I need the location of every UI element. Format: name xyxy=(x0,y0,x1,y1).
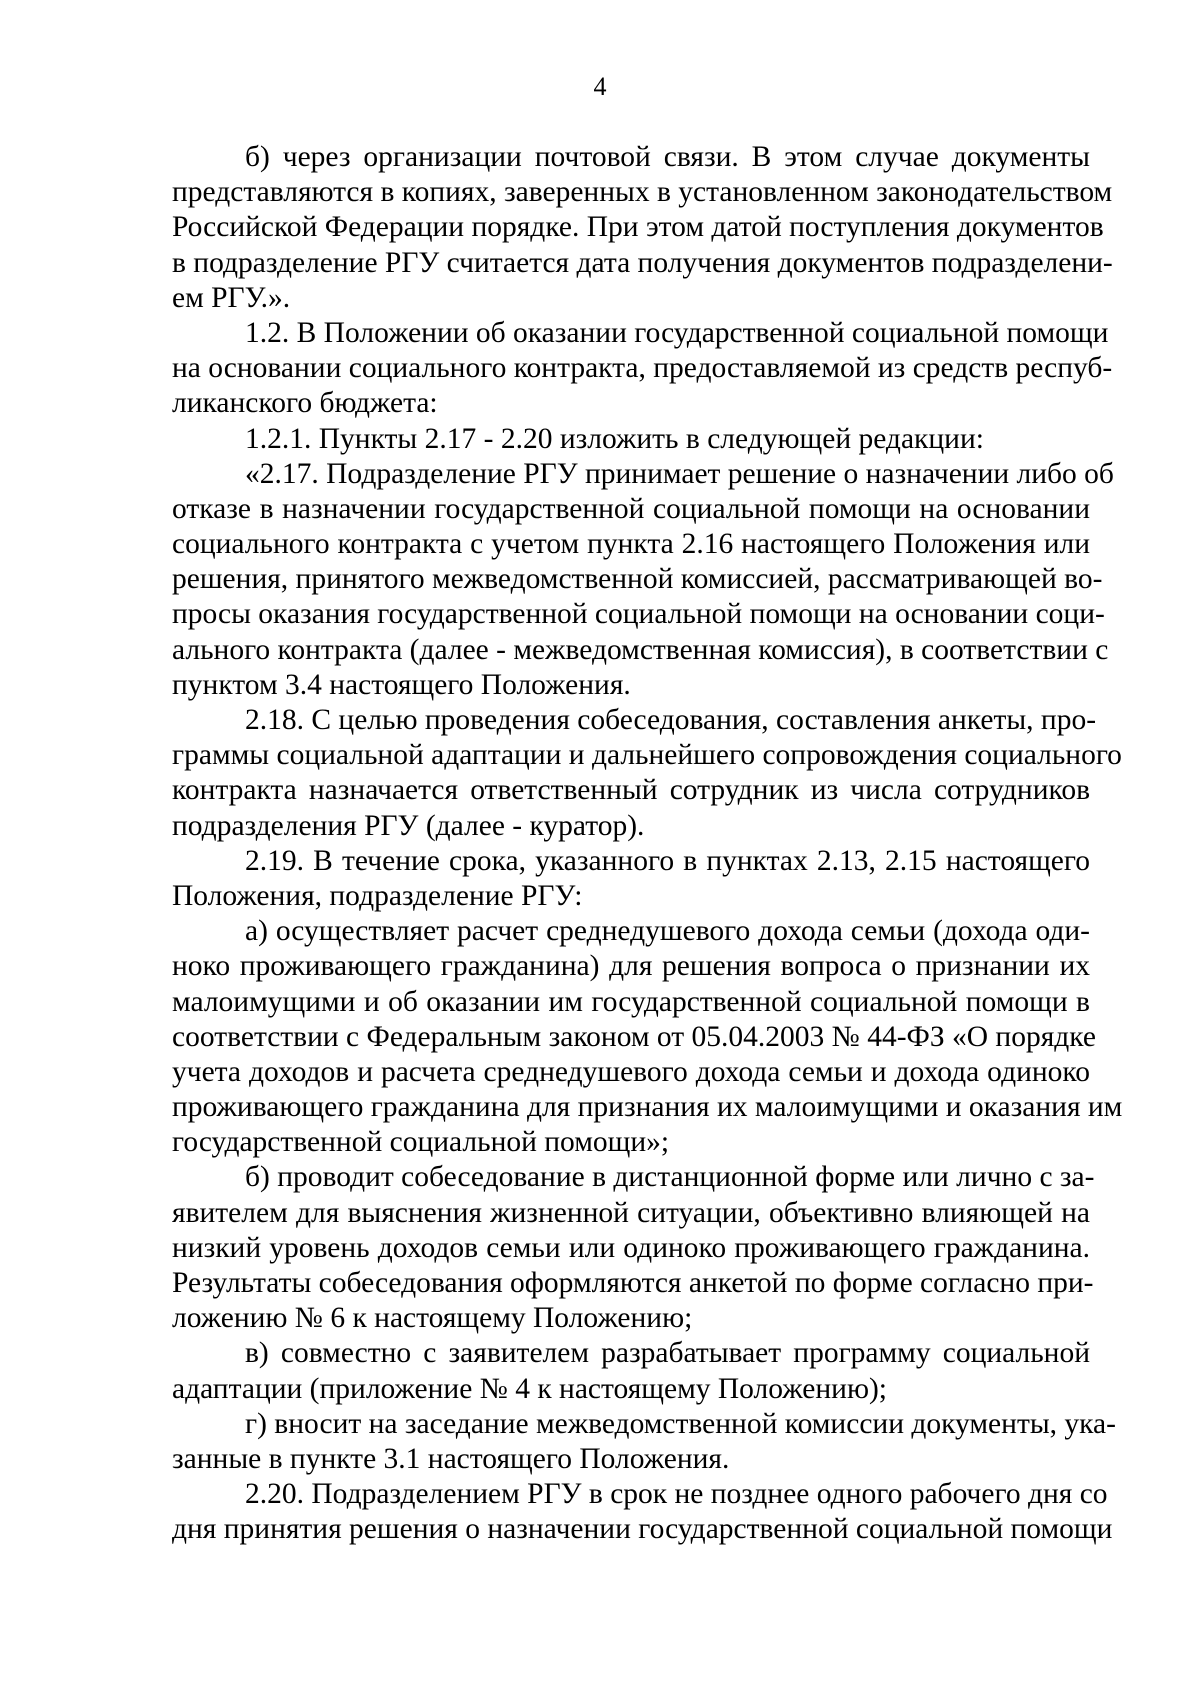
text-line: ликанского бюджета: xyxy=(172,387,438,420)
text-line: на основании социального контракта, предоставляемой из средств респуб- xyxy=(172,352,1113,385)
text-line: ем РГУ.». xyxy=(172,281,291,314)
text-line: б) через организации почтовой связи. В этом случае документы xyxy=(245,141,1090,173)
paragraph-2-19-b xyxy=(172,1160,1095,1336)
paragraph-b-postal xyxy=(172,140,1113,316)
text-line: государственной социальной помощи»; xyxy=(172,1126,670,1159)
text-line: малоимущими и об оказании им государственной социальной помощи в xyxy=(172,985,1090,1018)
text-line: а) осуществляет расчет среднедушевого дохода семьи (дохода оди- xyxy=(245,915,1090,948)
text-line: Результаты собеседования оформляются анкетой по форме согласно при- xyxy=(172,1267,1094,1299)
text-line: контракта назначается ответственный сотрудник из числа сотрудников xyxy=(172,774,1090,807)
text-line: граммы социальной адаптации и дальнейшего сопровождения социального xyxy=(172,739,1122,772)
document-body xyxy=(172,140,1123,1548)
text-line: 2.18. С целью проведения собеседования, составления анкеты, про- xyxy=(245,704,1097,736)
paragraph-2-20 xyxy=(172,1477,1113,1547)
text-line: ального контракта (далее - межведомственная комиссия), в соответствии с xyxy=(172,633,1109,666)
text-line: пунктом 3.4 настоящего Положения. xyxy=(172,668,631,701)
paragraph-2-17 xyxy=(172,457,1114,703)
text-line: соответствии с Федеральным законом от 05.04.2003 № 44-ФЗ «О порядке xyxy=(172,1020,1096,1053)
text-line: б) проводит собеседование в дистанционной форме или лично с за- xyxy=(245,1161,1095,1194)
text-line: представляются в копиях, заверенных в установленном законодательством xyxy=(172,176,1113,209)
text-line: низкий уровень доходов семьи или одиноко проживающего гражданина. xyxy=(172,1231,1090,1264)
paragraph-1-2-1 xyxy=(172,422,1090,457)
text-line: 1.2.1. Пункты 2.17 - 2.20 изложить в следующей редакции: xyxy=(245,422,984,455)
text-line: социального контракта с учетом пункта 2.16 настоящего Положения или xyxy=(172,528,1090,561)
paragraph-2-19-g xyxy=(172,1407,1116,1477)
text-line: адаптации (приложение № 4 к настоящему Положению); xyxy=(172,1372,888,1405)
text-line: ноко проживающего гражданина) для решения вопроса о признании их xyxy=(172,950,1090,983)
paragraph-2-19 xyxy=(172,844,1090,914)
text-line: дня принятия решения о назначении государственной социальной помощи xyxy=(172,1513,1113,1546)
text-line: проживающего гражданина для признания их малоимущими и оказания им xyxy=(172,1091,1123,1124)
paragraph-2-19-v xyxy=(172,1336,1090,1406)
text-line: подразделения РГУ (далее - куратор). xyxy=(172,809,645,842)
text-line: явителем для выяснения жизненной ситуации, объективно влияющей на xyxy=(172,1196,1090,1229)
paragraph-2-18 xyxy=(172,703,1122,844)
text-line: ложению № 6 к настоящему Положению; xyxy=(172,1302,693,1335)
text-line: занные в пункте 3.1 настоящего Положения. xyxy=(172,1442,730,1475)
text-line: решения, принятого межведомственной комиссией, рассматривающей во- xyxy=(172,563,1103,596)
text-line: 1.2. В Положении об оказании государственной социальной помощи xyxy=(245,316,1109,349)
text-line: просы оказания государственной социальной помощи на основании соци- xyxy=(172,598,1105,631)
text-line: учета доходов и расчета среднедушевого дохода семьи и дохода одиноко xyxy=(172,1055,1090,1088)
paragraph-2-19-a xyxy=(172,914,1123,1160)
text-line: 2.19. В течение срока, указанного в пунктах 2.13, 2.15 настоящего xyxy=(245,844,1090,877)
page-number: 4 xyxy=(593,72,607,101)
paragraph-1-2 xyxy=(172,316,1113,422)
text-line: г) вносит на заседание межведомственной комиссии документы, ука- xyxy=(245,1407,1116,1440)
text-line: отказе в назначении государственной социальной помощи на основании xyxy=(172,492,1090,525)
text-line: Российской Федерации порядке. При этом датой поступления документов xyxy=(172,211,1104,244)
text-line: 2.20. Подразделением РГУ в срок не позднее одного рабочего дня со xyxy=(245,1478,1108,1511)
text-line: Положения, подразделение РГУ: xyxy=(172,879,583,912)
text-line: «2.17. Подразделение РГУ принимает решение о назначении либо об xyxy=(245,457,1114,490)
text-line: в) совместно с заявителем разрабатывает программу социальной xyxy=(245,1337,1090,1370)
text-line: в подразделение РГУ считается дата получения документов подразделени- xyxy=(172,246,1113,279)
